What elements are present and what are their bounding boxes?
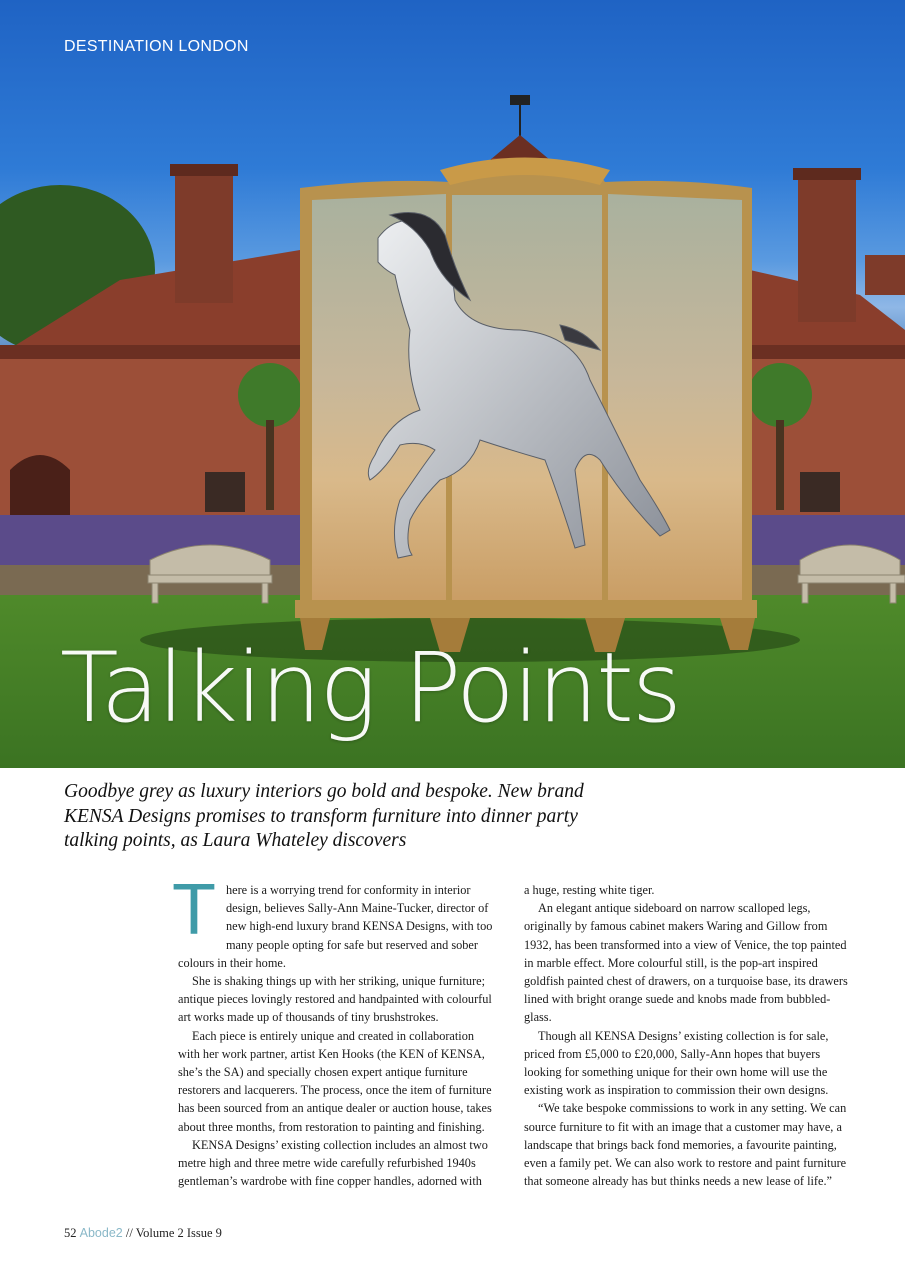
- article-column-1: [172, 870, 498, 1190]
- standfirst: Goodbye grey as luxury interiors go bold and bespoke. New brand KENSA Designs promises to transform furniture into dinner party talking points, as Laura Whateley discovers: [64, 781, 584, 851]
- article-paragraph: She is shaking things up with her striking, unique furniture; antique pieces lovingly restored and handpainted with colourful art works made up of thousands of tiny brushstrokes.: [178, 974, 492, 1025]
- page-number: 52: [64, 1226, 77, 1240]
- page-title: Talking Points: [60, 632, 680, 744]
- article-paragraph: Each piece is entirely unique and created in collaboration with her work partner, artist Ken Hooks (the KEN of KENSA, she’s the SA) and specially chosen expert antique furniture restorers and lacquerers. The process, once the item of furniture has been sourced from an antique dealer or auction house, takes about three months, from restoration to painting and finishing.: [178, 1028, 492, 1134]
- drop-cap: T: [172, 870, 216, 950]
- page-footer: [64, 1226, 222, 1241]
- article-paragraph: KENSA Designs’ existing collection includes an almost two metre high and three metre wide carefully refurbished 1940s gentleman’s wardrobe with fine copper handles, adorned with: [178, 1137, 488, 1189]
- painted-wardrobe: [295, 158, 757, 653]
- paragraph-text: here is a worrying trend for conformity in interior design, believes Sally-Ann Maine-Tucker, director of new high-end luxury brand KENSA Designs, with too many people opting for safe but reserved and sober colours in their home.: [178, 883, 493, 970]
- article-paragraph: Though all KENSA Designs’ existing collection is for sale, priced from £5,000 to £20,000, Sally-Ann hopes that buyers looking for something unique for their own home will use the existing work as inspiration to commission their own designs.: [524, 1028, 829, 1098]
- topiary-left: [238, 363, 302, 427]
- article-paragraph: An elegant antique sideboard on narrow scalloped legs, originally by famous cabinet makers Waring and Gillow from 1932, has been transformed into a view of Venice, the top painted in marble effect. More colourful still, is the pop-art inspired goldfish painted chest of drawers, on a turquoise base, its drawers lined with bright orange suede and knobs made from bubbled-glass.: [524, 901, 848, 1025]
- article-paragraph: “We take bespoke commissions to work in any setting. We can source furniture to fit with an image that a customer may have, a landscape that brings back fond memories, a favourite painting, even a family pet. We can also work to restore and paint furniture that someone already has but thinks needs a new lease of life.”: [524, 1101, 847, 1189]
- article-column-2: [524, 881, 854, 1190]
- topiary-right: [748, 363, 812, 427]
- issue-label: // Volume 2 Issue 9: [125, 1226, 222, 1240]
- section-label: DESTINATION LONDON: [64, 38, 249, 55]
- article-paragraph: [172, 870, 498, 972]
- magazine-brand: Abode2: [79, 1226, 123, 1240]
- article-paragraph: a huge, resting white tiger.: [524, 883, 655, 897]
